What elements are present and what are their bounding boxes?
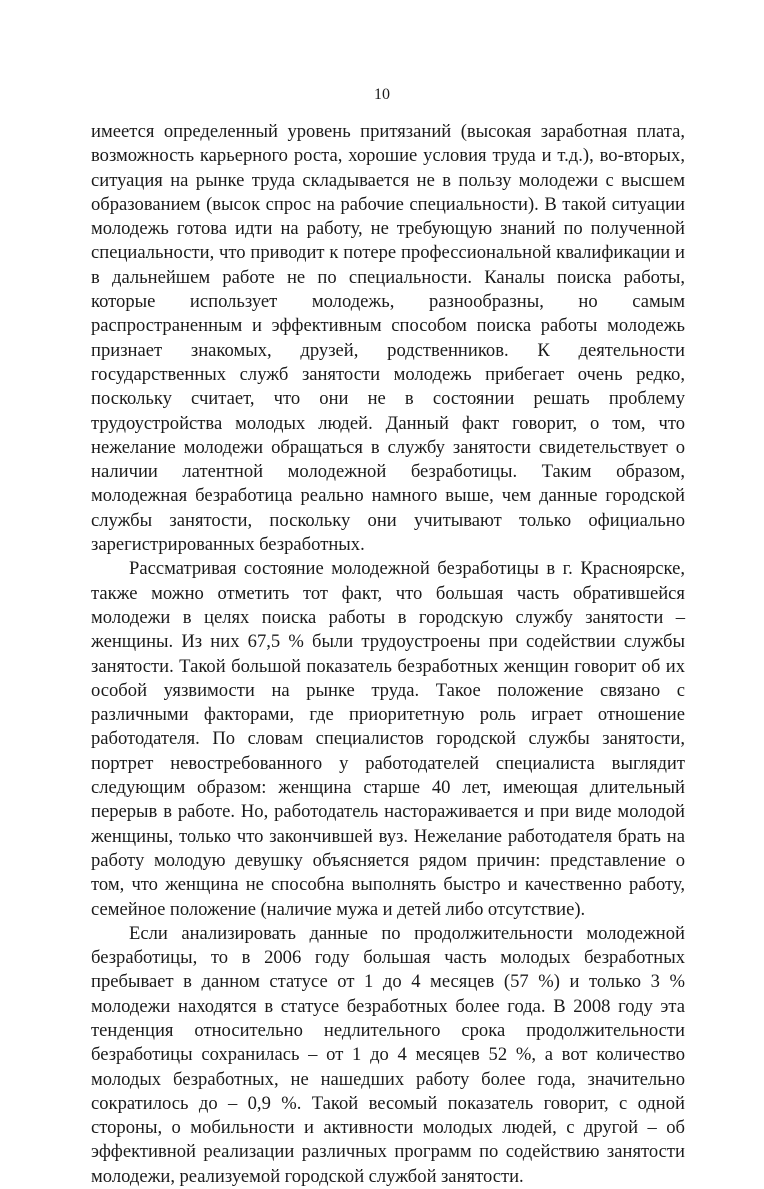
paragraph-duration-analysis: Если анализировать данные по продолжительности молодежной безработицы, то в 2006 году большая часть молодых безработных пребывает в данном статусе от 1 до 4 месяцев (57 %) и только 3 % молодежи находятся в статусе безработных более года. В 2008 году эта тенденция относительно недлительного срока продолжительности безработицы сохранилась – от 1 до 4 месяцев 52 %, а вот количество молодых безработных, не нашедших работу более года, значительно сократилось до – 0,9 %. Такой весомый показатель говорит, с одной стороны, о мобильности и активности молодых людей, с другой – об эффективной реализации различных программ по содействию занятости молодежи, реализуемой городской службой занятости.	[91, 922, 685, 1187]
page-number: 10	[374, 86, 390, 103]
body-text	[91, 120, 685, 1189]
paragraph-krasnoyarsk-women: Рассматривая состояние молодежной безработицы в г. Красноярске, также можно отметить тот факт, что большая часть обратившейся молодежи в целях поиска работы в городскую службу занятости – женщины. Из них 67,5 % были трудоустроены при содействии службы занятости. Такой большой показатель безработных женщин говорит об их особой уязвимости на рынке труда. Такое положение связано с различными факторами, где приоритетную роль играет отношение работодателя. По словам специалистов городской службы занятости, портрет невостребованного у работодателей специалиста выглядит следующим образом: женщина старше 40 лет, имеющая длительный перерыв в работе. Но, работодатель настораживается и при виде молодой женщины, только что закончившей вуз. Нежелание работодателя брать на работу молодую девушку объясняется рядом причин: представление о том, что женщина не способна выполнять быстро и качественно работу, семейное положение (наличие мужа и детей либо отсутствие).	[91, 558, 685, 920]
paragraph-continuation: имеется определенный уровень притязаний (высокая заработная плата, возможность карьерного роста, хорошие условия труда и т.д.), во-вторых, ситуация на рынке труда складывается не в пользу молодежи с высшем образованием (высок спрос на рабочие специальности). В такой ситуации молодежь готова идти на работу, не требующую знаний по полученной специальности, что приводит к потере профессиональной квалификации и в дальнейшем работе не по специальности. Каналы поиска работы, которые использует молодежь, разнообразны, но самым распространенным и эффективным способом поиска работы молодежь признает знакомых, друзей, родственников. К деятельности государственных служб занятости молодежь прибегает очень редко, поскольку считает, что они не в состоянии решать проблему трудоустройства молодых людей. Данный факт говорит, о том, что нежелание молодежи обращаться в службу занятости свидетельствует о наличии латентной молодежной безработицы. Таким образом, молодежная безработица реально намного выше, чем данные городской службы занятости, поскольку они учитывают только официально зарегистрированных безработных.	[91, 121, 685, 556]
